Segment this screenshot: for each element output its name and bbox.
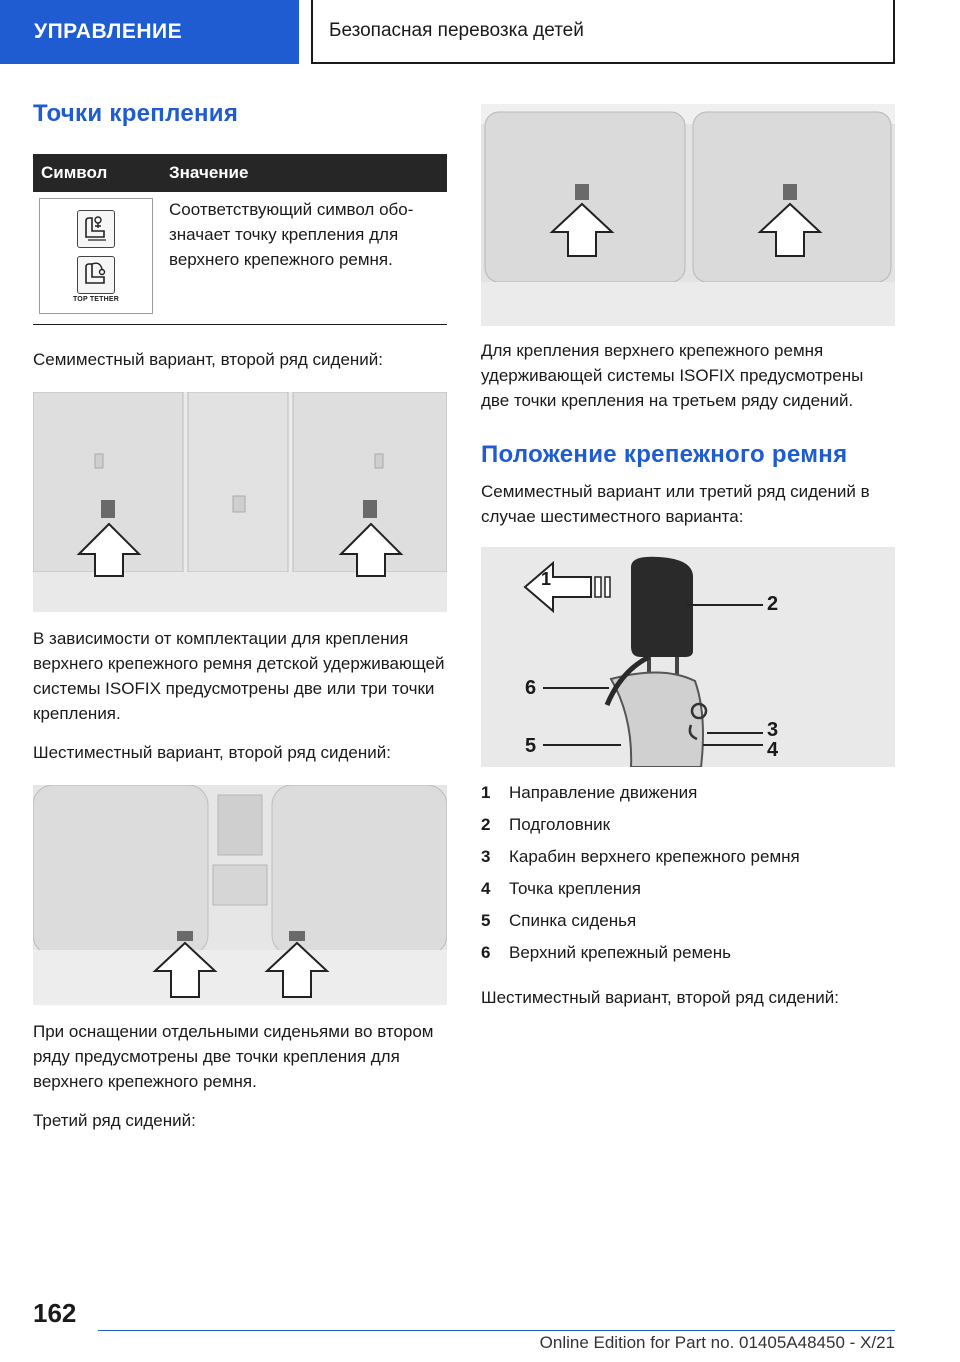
- figure-third-row: [481, 104, 895, 326]
- diagram-label: 1: [541, 569, 552, 589]
- page-number: 162: [33, 1298, 77, 1328]
- list-item: 5 Спинка сиденья: [481, 911, 637, 930]
- top-tether-caption: TOP TETHER: [72, 295, 120, 303]
- diagram-label: 3: [767, 719, 779, 741]
- paragraph-third-row: Третий ряд сидений:: [33, 1111, 196, 1130]
- child-seat-tether-icon: [77, 256, 115, 294]
- diagram-label: 6: [525, 677, 537, 699]
- right-column: [481, 104, 895, 1010]
- chapter-title: Безопасная перевозка детей: [311, 0, 895, 64]
- list-item: 3 Карабин верхнего крепежного ремня: [481, 847, 800, 866]
- diagram-label: 2: [767, 593, 779, 615]
- list-item: 6 Верхний крепежный ремень: [481, 943, 731, 962]
- footer-divider: [98, 1330, 895, 1331]
- table-row: [33, 192, 447, 325]
- top-tether-symbol-box: [39, 198, 153, 314]
- paragraph-third-row-points: Для крепления верхнего крепежного ремня удерживающей системы ISOFIX предусмотрены две точки крепления на третьем ряду сидений.: [481, 341, 864, 410]
- diagram-label: 5: [525, 735, 537, 757]
- figure-second-row-seven-seater: [33, 392, 447, 612]
- paragraph-isofix-options: В зависимости от комплектации для крепления верхнего крепежного ремня детской удерживающей системы ISOFIX предусмотрены две или три точки крепления.: [33, 629, 445, 723]
- footer-edition: Online Edition for Part no. 01405A48450 - X/21: [539, 1333, 895, 1352]
- paragraph-six-seater-right: Шестиместный вариант, второй ряд сидений:: [481, 988, 839, 1007]
- paragraph-seven-seater: Семиместный вариант, второй ряд сидений:: [33, 350, 384, 369]
- section-heading-anchor-points: Точки крепления: [33, 100, 239, 127]
- figure-tether-diagram: [481, 547, 895, 767]
- paragraph-individual-seats: При оснащении отдельными сиденьями во втором ряду предусмотрены две точки крепления для верхнего крепежного ремня.: [33, 1022, 434, 1091]
- diagram-label: 4: [767, 739, 779, 761]
- paragraph-tether-position-intro: Семиместный вариант или третий ряд сидений в случае шестиместного варианта:: [481, 482, 870, 526]
- table-header-meaning: Значение: [163, 154, 447, 192]
- list-item: 1 Направление движения: [481, 783, 698, 802]
- diagram-legend-list: [481, 777, 895, 969]
- figure-second-row-six-seater: [33, 785, 447, 1005]
- table-cell-meaning: Соответствующий символ обозначает точку крепления для верхнего крепежного ремня.: [163, 192, 447, 325]
- left-column: [33, 100, 447, 1133]
- section-tab[interactable]: УПРАВЛЕНИЕ: [0, 0, 299, 64]
- table-header-symbol: Символ: [33, 154, 163, 192]
- section-heading-tether-position: Положение крепежного ремня: [481, 441, 848, 468]
- symbol-table: [33, 154, 447, 325]
- child-seat-anchor-icon: [77, 210, 115, 248]
- paragraph-six-seater: Шестиместный вариант, второй ряд сидений:: [33, 743, 391, 762]
- list-item: 2 Подголовник: [481, 815, 611, 834]
- list-item: 4 Точка крепления: [481, 879, 641, 898]
